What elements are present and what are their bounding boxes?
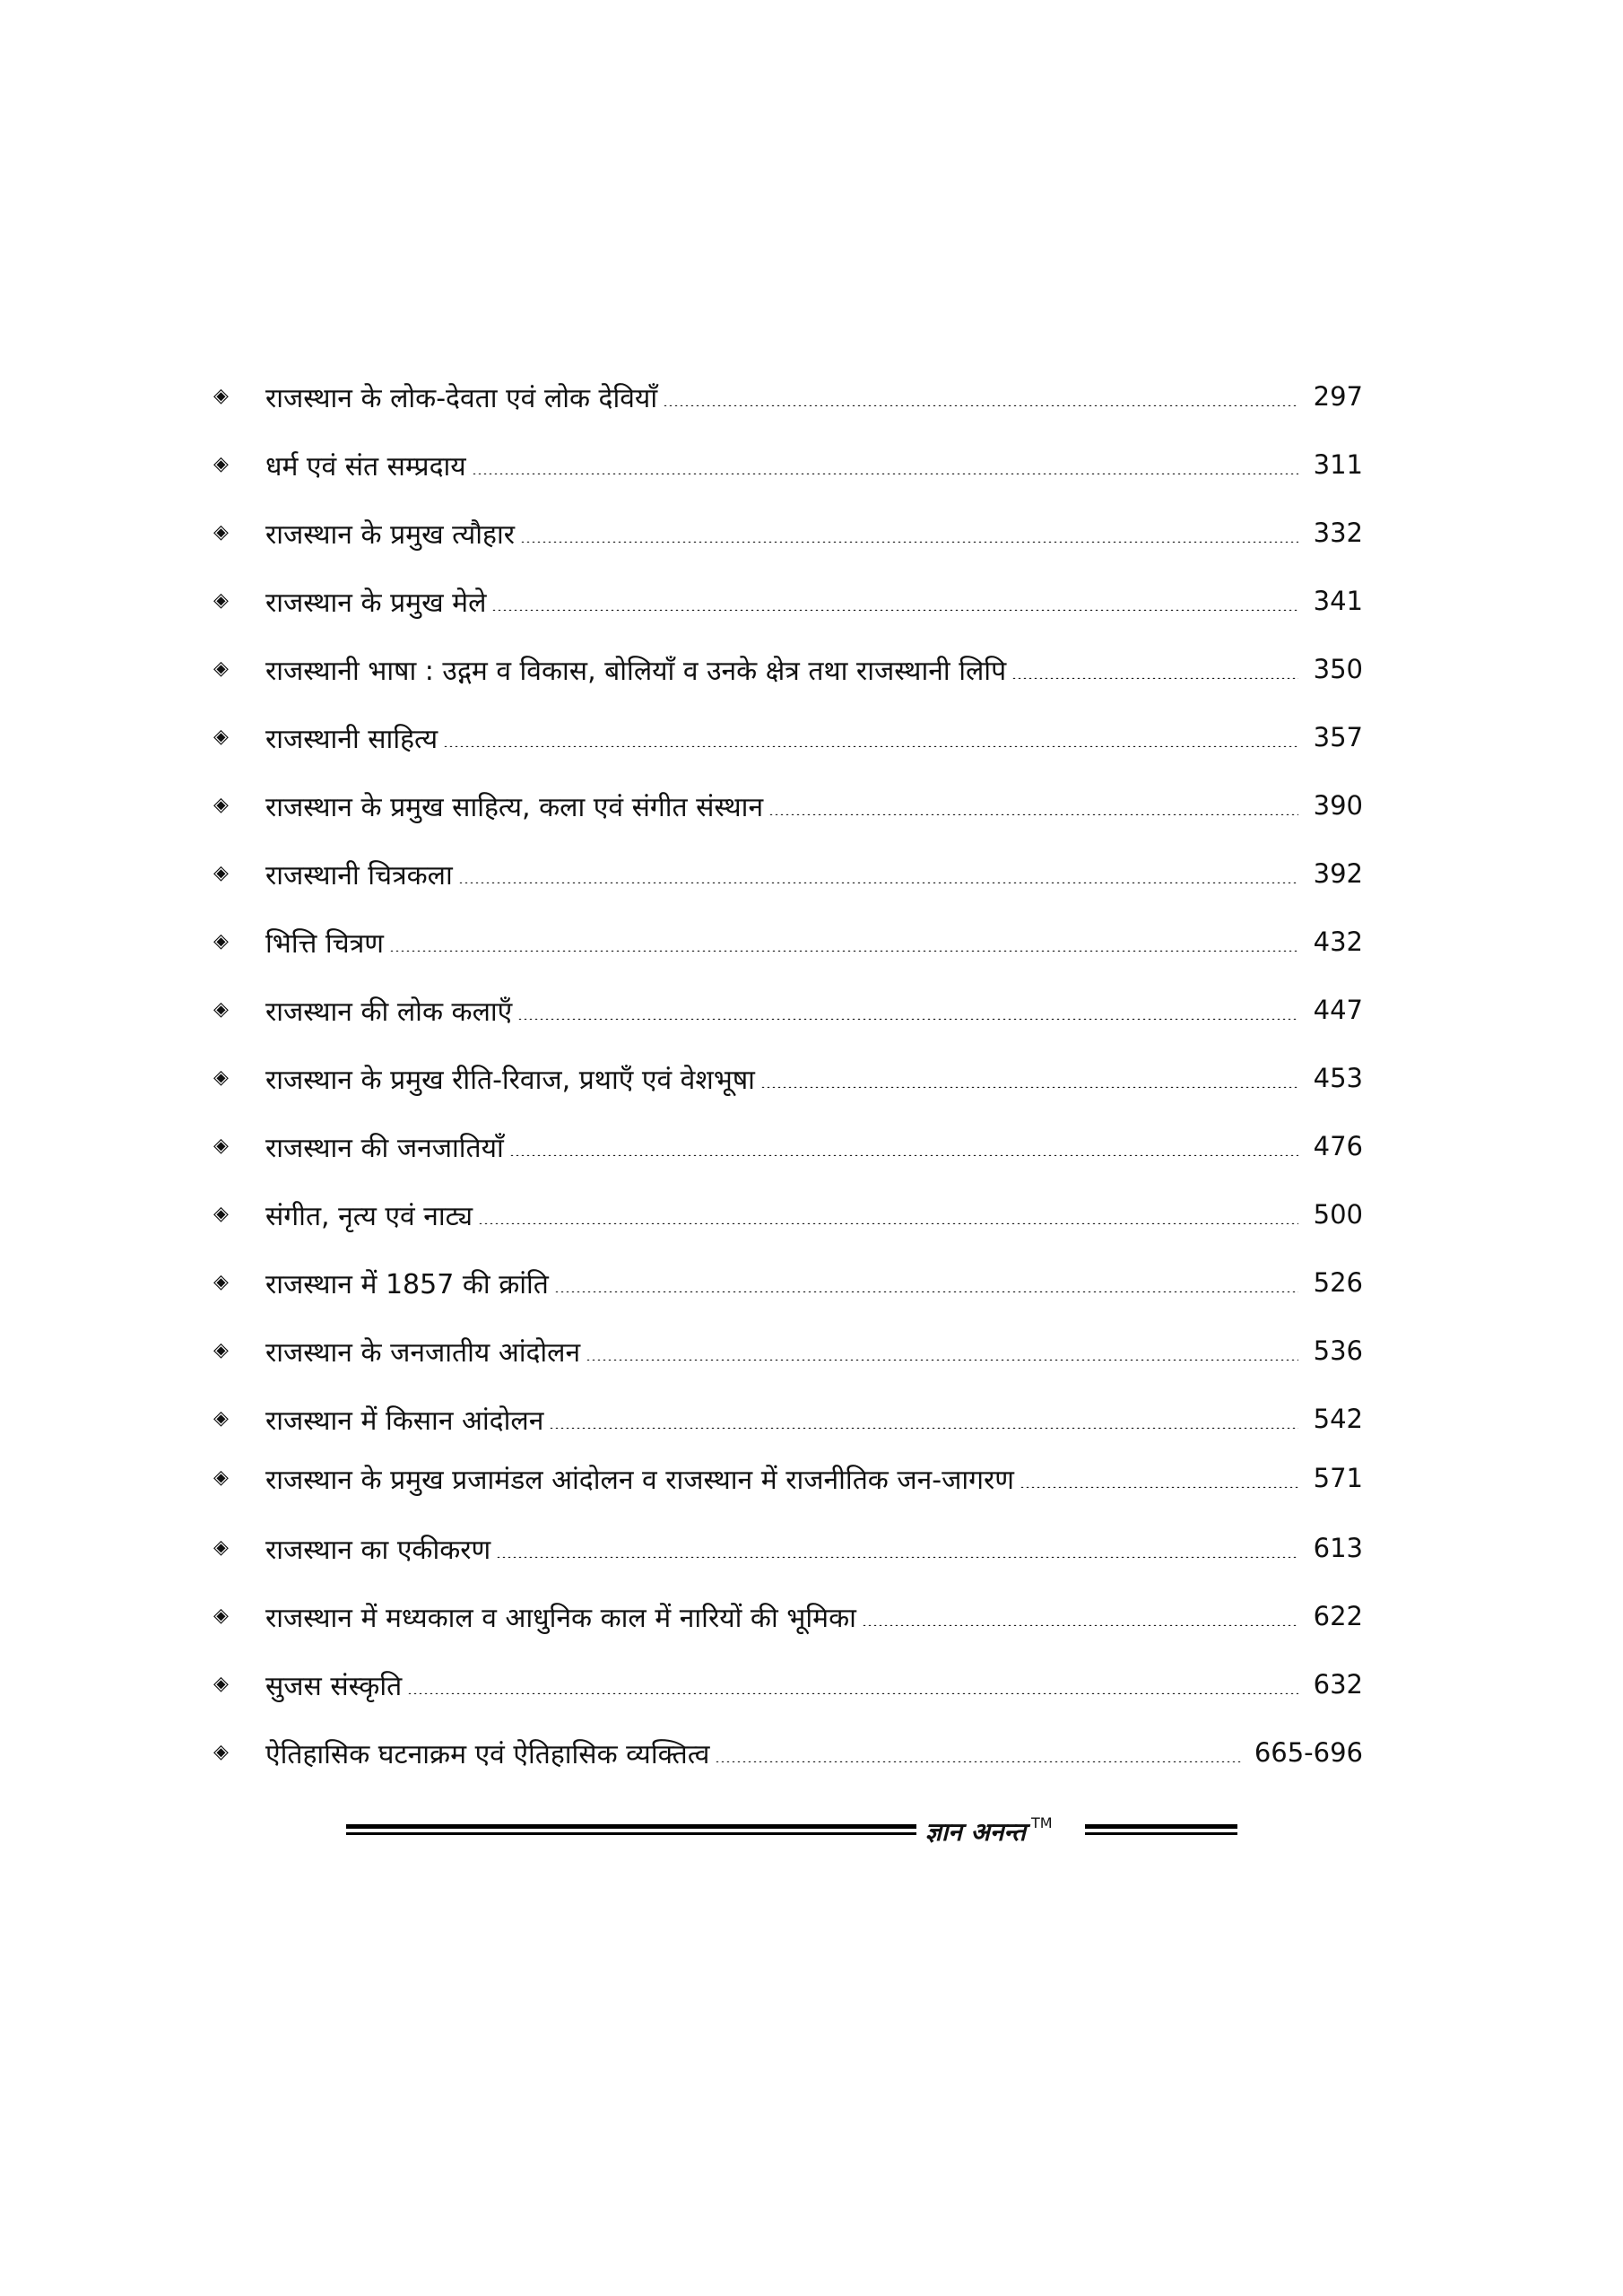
toc-entry-page: 542 [1313, 1404, 1363, 1434]
dot-leader [496, 1556, 1298, 1558]
toc-entry [213, 1119, 1363, 1173]
diamond-bullet-icon: ◈ [213, 1407, 229, 1430]
dot-leader [517, 1018, 1298, 1020]
toc-entry-title: राजस्थान का एकीकरण [265, 1534, 491, 1566]
diamond-bullet-icon: ◈ [213, 1741, 229, 1763]
toc-entry [213, 983, 1363, 1037]
toc-entry [213, 1187, 1363, 1241]
toc-entry-page: 332 [1313, 517, 1363, 548]
toc-entry [213, 506, 1363, 560]
toc-entry-page: 476 [1313, 1131, 1363, 1161]
toc-entry [213, 778, 1363, 832]
toc-entry-title: राजस्थान की लोक कलाएँ [265, 996, 513, 1028]
toc-entry-title: राजस्थान के लोक-देवता एवं लोक देवियाँ [265, 382, 658, 414]
footer-brand [925, 1813, 1078, 1849]
toc-entry [213, 1521, 1363, 1575]
brand-logo-text: ज्ञान अनन्त [925, 1817, 1027, 1847]
toc-entry-title: राजस्थान के प्रमुख रीति-रिवाज, प्रथाएँ एवं वेशभूषा [265, 1064, 755, 1096]
toc-entry-title: संगीत, नृत्य एवं नाट्य [265, 1200, 473, 1232]
dot-leader [509, 1154, 1298, 1156]
diamond-bullet-icon: ◈ [213, 1466, 229, 1489]
diamond-bullet-icon: ◈ [213, 1536, 229, 1559]
toc-entry-page: 432 [1313, 926, 1363, 957]
dot-leader [458, 882, 1298, 883]
dot-leader [715, 1761, 1241, 1762]
diamond-bullet-icon: ◈ [213, 1135, 229, 1157]
toc-entry-page: 392 [1313, 858, 1363, 889]
toc-entry [213, 1451, 1363, 1505]
toc-entry-title: राजस्थान के प्रमुख मेले [265, 587, 487, 619]
toc-entry-page: 665-696 [1254, 1737, 1363, 1768]
toc-entry [213, 642, 1363, 696]
diamond-bullet-icon: ◈ [213, 589, 229, 612]
toc-entry-page: 453 [1313, 1063, 1363, 1093]
toc-entry-page: 500 [1313, 1199, 1363, 1230]
footer-rule-right [1085, 1824, 1237, 1839]
dot-leader [520, 541, 1298, 543]
toc-entry-title: राजस्थान के जनजातीय आंदोलन [265, 1336, 581, 1369]
toc-entry-title: राजस्थान में 1857 की क्रांति [265, 1268, 549, 1300]
toc-entry-title: भित्ति चित्रण [265, 927, 384, 960]
diamond-bullet-icon: ◈ [213, 862, 229, 884]
toc-entry-title: सुजस संस्कृति [265, 1670, 403, 1702]
toc-entry-title: राजस्थान में किसान आंदोलन [265, 1405, 544, 1437]
toc-entry-page: 613 [1313, 1533, 1363, 1563]
diamond-bullet-icon: ◈ [213, 794, 229, 816]
trademark-mark: TM [1031, 1813, 1053, 1831]
toc-entry-page: 390 [1313, 790, 1363, 821]
toc-entry-title: राजस्थान में मध्यकाल व आधुनिक काल में नारियों की भूमिका [265, 1602, 856, 1634]
toc-entry-title: धर्म एवं संत सम्प्रदाय [265, 450, 466, 483]
dot-leader [407, 1692, 1298, 1694]
diamond-bullet-icon: ◈ [213, 1271, 229, 1293]
diamond-bullet-icon: ◈ [213, 1339, 229, 1361]
toc-entry-title: राजस्थानी चित्रकला [265, 859, 453, 891]
toc-entry [213, 1051, 1363, 1105]
dot-leader [862, 1624, 1298, 1626]
dot-leader [1020, 1486, 1298, 1488]
dot-leader [768, 813, 1298, 815]
toc-entry-page: 632 [1313, 1669, 1363, 1700]
diamond-bullet-icon: ◈ [213, 1673, 229, 1695]
dot-leader [443, 745, 1298, 747]
diamond-bullet-icon: ◈ [213, 998, 229, 1021]
toc-entry [213, 1392, 1363, 1446]
dot-leader [663, 404, 1298, 406]
toc-entry [213, 1657, 1363, 1711]
diamond-bullet-icon: ◈ [213, 385, 229, 407]
toc-entry [213, 1324, 1363, 1378]
toc-entry-title: राजस्थान के प्रमुख प्रजामंडल आंदोलन व राजस्थान में राजनीतिक जन-जागरण [265, 1464, 1014, 1496]
toc-entry-page: 536 [1313, 1335, 1363, 1366]
toc-entry [213, 370, 1363, 423]
toc-entry-page: 350 [1313, 654, 1363, 684]
diamond-bullet-icon: ◈ [213, 521, 229, 544]
dot-leader [760, 1086, 1298, 1088]
dot-leader [554, 1291, 1298, 1292]
dot-leader [478, 1222, 1298, 1224]
dot-leader [549, 1427, 1298, 1429]
toc-entry [213, 1726, 1363, 1779]
toc-entry-page: 622 [1313, 1601, 1363, 1631]
diamond-bullet-icon: ◈ [213, 657, 229, 680]
diamond-bullet-icon: ◈ [213, 726, 229, 748]
dot-leader [491, 609, 1298, 611]
dot-leader [472, 473, 1298, 474]
dot-leader [389, 950, 1298, 952]
toc-entry [213, 1589, 1363, 1643]
toc-entry-title: ऐतिहासिक घटनाक्रम एवं ऐतिहासिक व्यक्तित्व [265, 1738, 710, 1770]
diamond-bullet-icon: ◈ [213, 930, 229, 952]
toc-entry-title: राजस्थान की जनजातियाँ [265, 1132, 504, 1164]
toc-entry [213, 710, 1363, 764]
toc-entry-page: 357 [1313, 722, 1363, 752]
toc-entry [213, 1256, 1363, 1309]
toc-entry-page: 447 [1313, 995, 1363, 1025]
toc-entry-title: राजस्थान के प्रमुख त्यौहार [265, 518, 515, 551]
toc-entry [213, 915, 1363, 969]
diamond-bullet-icon: ◈ [213, 1203, 229, 1225]
toc-entry-page: 341 [1313, 586, 1363, 616]
toc-entry-title: राजस्थानी भाषा : उद्गम व विकास, बोलियाँ व उनके क्षेत्र तथा राजस्थानी लिपि [265, 655, 1007, 687]
dot-leader [586, 1359, 1298, 1361]
toc-entry-page: 311 [1313, 449, 1363, 480]
toc-entry-page: 297 [1313, 381, 1363, 412]
diamond-bullet-icon: ◈ [213, 453, 229, 475]
toc-entry-title: राजस्थान के प्रमुख साहित्य, कला एवं संगीत संस्थान [265, 791, 764, 823]
toc-entry-page: 526 [1313, 1267, 1363, 1298]
diamond-bullet-icon: ◈ [213, 1605, 229, 1627]
toc-entry [213, 438, 1363, 491]
footer-rule-left [346, 1824, 916, 1839]
toc-entry [213, 847, 1363, 900]
toc-entry-page: 571 [1313, 1463, 1363, 1493]
diamond-bullet-icon: ◈ [213, 1066, 229, 1089]
dot-leader [1011, 677, 1298, 679]
toc-entry [213, 574, 1363, 628]
toc-entry-title: राजस्थानी साहित्य [265, 723, 438, 755]
